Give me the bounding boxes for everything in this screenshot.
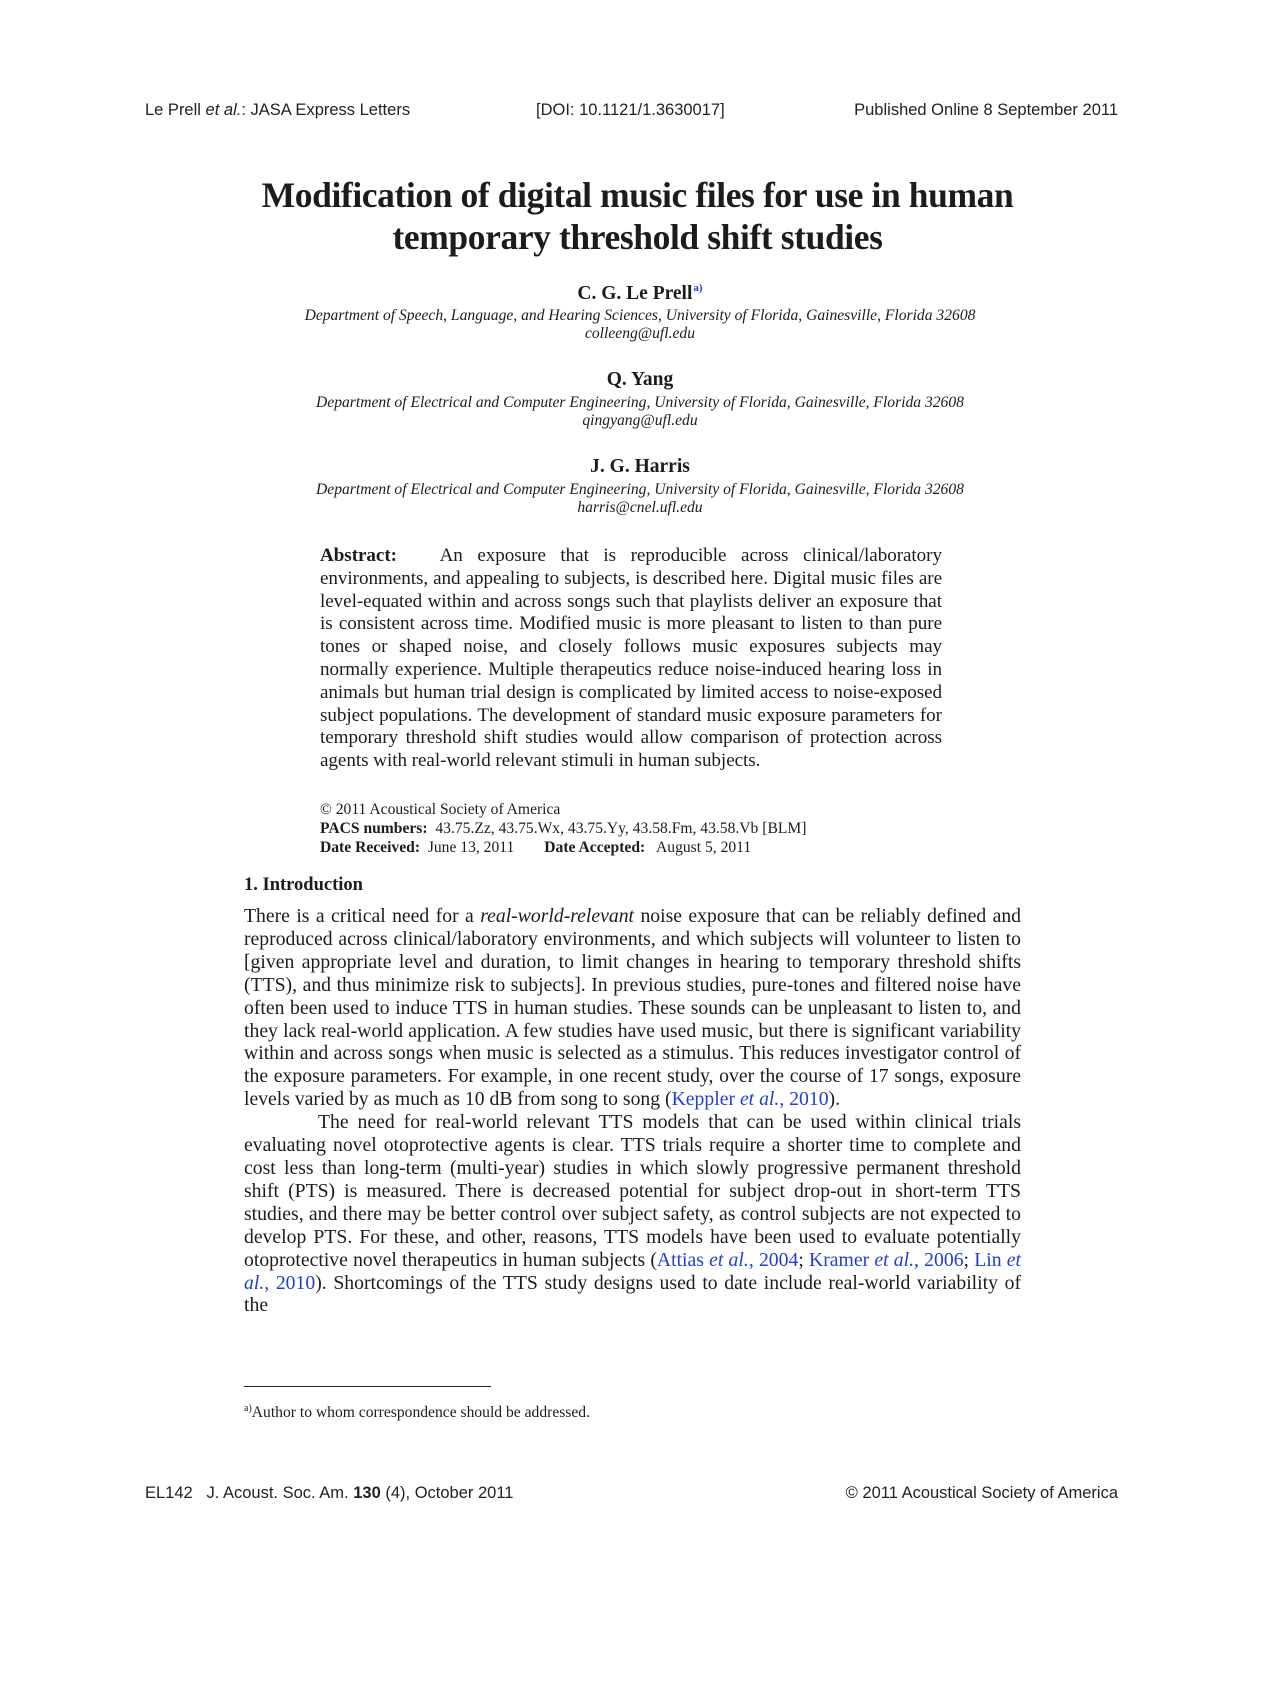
footnote-divider bbox=[244, 1386, 491, 1387]
dates-line: Date Received: June 13, 2011 Date Accepted: August 5, 2011 bbox=[320, 839, 752, 856]
author-affiliation: Department of Speech, Language, and Hearing Sciences, University of Florida, Gainesville, Florida 32608 bbox=[304, 307, 976, 324]
paragraph: The need for real-world relevant TTS models that can be used within clinical trials evaluating novel otoprotective agents is clear. TTS trials require a shorter time to complete and cost less than long-term (multi-year) studies in which slowly progressive permanent threshold shift (PTS) is measured. There is decreased potential for subject drop-out in short-term TTS studies, and there may be better control over subject safety, as control subjects are not expected to develop PTS. For these, and other, reasons, TTS models have been used to evaluate potentially otoprotective novel therapeutics in human subjects (Attias et al., 2004; Kramer et al., 2006; Lin et al., 2010). Shortcomings of the TTS study designs used to date include real-world variability of the bbox=[244, 1111, 1022, 1317]
footer-citation: EL142 J. Acoust. Soc. Am. 130 (4), October 2011 bbox=[145, 1484, 514, 1502]
copyright-line: © 2011 Acoustical Society of America bbox=[320, 801, 561, 818]
section-body bbox=[244, 905, 1021, 1317]
footer-copyright: © 2011 Acoustical Society of America bbox=[845, 1484, 1118, 1502]
paragraph: There is a critical need for a real-world-relevant noise exposure that can be reliably defined and reproduced across clinical/laboratory environments, and which subjects will volunteer to listen to [given appropriate level and duration, to limit changes in hearing to temporary threshold shifts (TTS), and thus minimize risk to subjects]. In previous studies, pure-tones and filtered noise have often been used to induce TTS in human studies. These sounds can be unpleasant to listen to, and they lack real-world application. A few studies have used music, but there is significant variability within and across songs when music is selected as a stimulus. This reduces investigator control of the exposure parameters. For example, in one recent study, over the course of 17 songs, exposure levels varied by as much as 10 dB from song to song (Keppler et al., 2010). bbox=[244, 905, 1022, 1111]
author-affiliation: Department of Electrical and Computer Engineering, University of Florida, Gainesville, Florida 32608 bbox=[316, 481, 964, 498]
citation-link[interactable]: Lin et al., 2010 bbox=[244, 1248, 1022, 1294]
running-header-doi: [DOI: 10.1121/1.3630017] bbox=[536, 101, 725, 119]
author-name: Q. Yang bbox=[606, 369, 674, 390]
running-header-left: Le Prell et al.: JASA Express Letters bbox=[145, 101, 411, 119]
abstract-label: Abstract: bbox=[320, 545, 397, 566]
citation-link[interactable]: Attias et al., 2004 bbox=[656, 1248, 799, 1271]
author-footnote-mark[interactable]: a) bbox=[693, 282, 703, 294]
pacs-line: PACS numbers: 43.75.Zz, 43.75.Wx, 43.75.Yy, 43.58.Fm, 43.58.Vb [BLM] bbox=[320, 820, 807, 837]
title-line-2: temporary threshold shift studies bbox=[392, 217, 883, 257]
section-heading: 1. Introduction bbox=[244, 875, 363, 895]
abstract bbox=[320, 545, 942, 773]
citation-link[interactable]: Keppler et al., 2010 bbox=[671, 1088, 829, 1111]
citation-link[interactable]: Kramer et al., 2006 bbox=[809, 1248, 964, 1271]
footnote: $^{a)}$Author to whom correspondence should be addressed. bbox=[244, 1403, 590, 1421]
author-email: colleeng@ufl.edu bbox=[584, 325, 696, 342]
abstract-text: An exposure that is reproducible across clinical/laboratory environments, and appealing to subjects, is described here. Digital music files are level-equated within and across songs such that playlists deliver an exposure that is consistent across time. Modified music is more pleasant to listen to than pure tones or shaped noise, and closely follows music exposures subjects may normally experience. Multiple therapeutics reduce noise-induced hearing loss in animals but human trial design is complicated by limited access to noise-exposed subject populations. The development of standard music exposure parameters for temporary threshold shift studies would allow comparison of protection across agents with real-world relevant stimuli in human subjects. bbox=[320, 545, 942, 772]
title-line-1: Modification of digital music files for use in human bbox=[261, 175, 1014, 215]
author-email: qingyang@ufl.edu bbox=[582, 412, 698, 429]
author-email: harris@cnel.ufl.edu bbox=[577, 499, 703, 516]
author-name: C. G. Le Prell$^{a)}$ bbox=[577, 282, 703, 304]
author-affiliation: Department of Electrical and Computer Engineering, University of Florida, Gainesville, Florida 32608 bbox=[316, 394, 964, 411]
running-header-published: Published Online 8 September 2011 bbox=[854, 101, 1118, 119]
paper-title bbox=[200, 174, 1075, 258]
author-name: J. G. Harris bbox=[590, 456, 690, 477]
